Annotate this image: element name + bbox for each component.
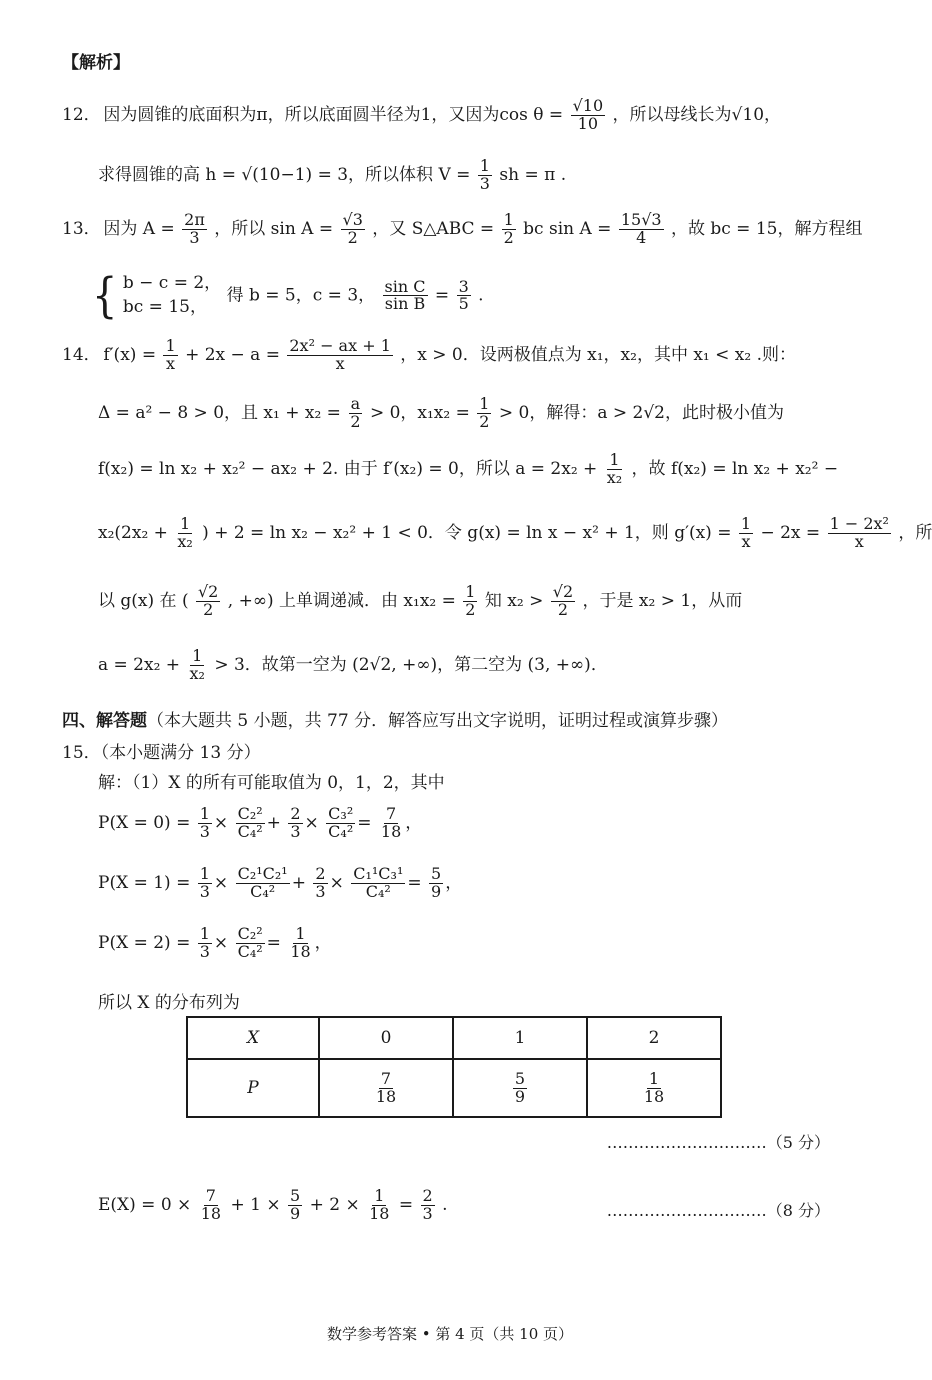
fraction: $\frac{1}{x}$	[740, 514, 752, 551]
fraction: $\frac{2}{3}$	[422, 1186, 433, 1223]
fraction: $\frac{1}{3}$	[199, 804, 210, 841]
fraction: $\frac{2}{3}$	[290, 804, 301, 841]
section-label: 【解析】	[62, 53, 130, 73]
fraction: $\frac{\text{C₂²}}{\text{C₄²}}$	[237, 924, 263, 961]
p-x-2: P(X = 2) = $\frac{1}{3}$ × $\frac{\text{C₂²}}{\text{C₄²}}$ = $\frac{1}{18}$ ，	[98, 924, 332, 961]
q14-line5: 以 g(x) 在 ( $\frac{√2}{2}$ , +∞) 上单调递减．由 x₁x₂ = $\frac{1}{2}$ 知 x₂ > $\frac{√2}{2}$ ，于是 x₂ > 1，从而	[98, 582, 743, 619]
fraction: $\frac{√3}{2}$	[342, 210, 363, 247]
q12-line2: 求得圆锥的高 h = √(10−1) = 3，所以体积 V = $\frac{1}{3}$ sh = π .	[98, 156, 567, 193]
fraction: $\frac{15√3}{4}$	[620, 210, 662, 247]
fraction: $\frac{\text{1 − 2x²}}{x}$	[829, 514, 889, 551]
p-x-1: P(X = 1) = $\frac{1}{3}$ × $\frac{\text{C₂¹C₂¹}}{\text{C₄²}}$ + $\frac{2}{3}$ × $\frac{\text{C₁¹C₃¹}}{\text{C₄²}}$ = $\frac{5}{9}$ ，	[98, 864, 463, 901]
fraction: $\frac{1}{\text{x₂}}$	[189, 646, 205, 683]
table-cell: 1	[453, 1017, 587, 1059]
table-cell: P	[187, 1059, 319, 1117]
fraction: $\frac{2}{3}$	[315, 864, 326, 901]
fraction: $\frac{1}{2}$	[503, 210, 514, 247]
q14-line2: Δ = a² − 8 > 0，且 x₁ + x₂ = $\frac{a}{2}$ > 0，x₁x₂ = $\frac{1}{2}$ > 0，解得：a > 2√2，此时极小值为	[98, 394, 784, 431]
fraction: $\frac{\text{sin C}}{\text{sin B}}$	[384, 276, 426, 314]
score-marker-5: …………………………（5 分）	[606, 1133, 830, 1152]
fraction: $\frac{1}{x}$	[165, 336, 176, 373]
fraction: $\frac{\text{2x² − ax + 1}}{x}$	[289, 336, 391, 373]
fraction: $\frac{5}{9}$	[290, 1186, 301, 1223]
table-cell: 0	[319, 1017, 453, 1059]
fraction: $\frac{2\pi}{3}$	[184, 210, 205, 247]
q13-line1: 13． 因为 A = $\frac{2\pi}{3}$ ，所以 sin A = $\frac{√3}{2}$ ，又 S△ABC = $\frac{1}{2}$ bc sin A = $\frac{15√3}{4}$ ，故 bc = 15，解方程组	[62, 210, 863, 247]
q13-line2: { b − c = 2， bc = 15， 得 b = 5，c = 3， $\frac{\text{sin C}}{\text{sin B}}$ = $\frac{3}{5}$ .	[92, 268, 484, 324]
score-marker-8: …………………………（8 分）	[606, 1201, 830, 1220]
q14-line3: f(x₂) = ln x₂ + x₂² − ax₂ + 2. 由于 f′(x₂) = 0，所以 a = 2x₂ + $\frac{1}{\text{x₂}}$ ，故 f(x₂) = ln x₂ + x₂² −	[98, 450, 839, 487]
distribution-table	[186, 1016, 722, 1118]
fraction: $\frac{3}{5}$	[458, 276, 469, 314]
table-cell: $\frac{7}{18}$	[319, 1059, 453, 1117]
page-footer: 数学参考答案 • 第 4 页（共 10 页）	[326, 1325, 574, 1343]
fraction: $\frac{√2}{2}$	[552, 582, 574, 619]
q15-solution-intro: 解：（1）X 的所有可能取值为 0，1，2，其中	[98, 773, 445, 793]
left-brace-icon: {	[92, 268, 118, 324]
fraction: $\frac{7}{18}$	[380, 804, 402, 841]
q14-number: 14．	[62, 344, 101, 365]
q13-number: 13．	[62, 218, 101, 239]
q14-line1: 14． f′(x) = $\frac{1}{x}$ + 2x − a = $\frac{\text{2x² − ax + 1}}{x}$ ，x > 0．设两极值点为 x₁，x₂，其中 x₁ < x₂ .则：	[62, 336, 797, 373]
fraction: $\frac{1}{3}$	[479, 156, 490, 193]
fraction: $\frac{5}{9}$	[431, 864, 442, 901]
q12-line1: 12． 因为圆锥的底面积为π，所以底面圆半径为1，又因为cos θ = $\frac{√10}{10}$ ，所以母线长为√10，	[62, 96, 782, 133]
q14-line6: a = 2x₂ + $\frac{1}{\text{x₂}}$ > 3．故第一空为 (2√2, +∞)，第二空为 (3, +∞)．	[98, 646, 608, 683]
q14-line4: x₂(2x₂ + $\frac{1}{\text{x₂}}$ ) + 2 = ln x₂ − x₂² + 1 < 0．令 g(x) = ln x − x² + 1，则 g′(x) = $\frac{1}{x}$ − 2x = $\frac{\text{1 − 2x²}}{x}$ ，所	[98, 514, 932, 551]
table-cell: 2	[587, 1017, 721, 1059]
table-row	[187, 1059, 721, 1117]
fraction: $\frac{1}{\text{x₂}}$	[177, 514, 193, 551]
fraction: $\frac{√10}{10}$	[572, 96, 604, 133]
fraction: $\frac{1}{2}$	[465, 582, 476, 619]
fraction: $\frac{1}{3}$	[199, 924, 210, 961]
fraction: $\frac{1}{2}$	[479, 394, 490, 431]
q15-heading: 15．（本小题满分 13 分）	[62, 743, 261, 763]
table-row	[187, 1017, 721, 1059]
table-cell: X	[187, 1017, 319, 1059]
distribution-intro: 所以 X 的分布列为	[98, 993, 240, 1013]
fraction: $\frac{a}{2}$	[350, 394, 361, 431]
q12-number: 12．	[62, 104, 101, 125]
fraction: $\frac{1}{\text{x₂}}$	[606, 450, 623, 487]
p-x-0: P(X = 0) = $\frac{1}{3}$ × $\frac{\text{C₂²}}{\text{C₄²}}$ + $\frac{2}{3}$ × $\frac{\text{C₃²}}{\text{C₄²}}$ = $\frac{7}{18}$ ，	[98, 804, 423, 841]
fraction: $\frac{7}{18}$	[200, 1186, 222, 1223]
fraction: $\frac{\text{C₂¹C₂¹}}{\text{C₄²}}$	[237, 864, 288, 901]
fraction: $\frac{√2}{2}$	[197, 582, 219, 619]
table-cell: $\frac{5}{9}$	[453, 1059, 587, 1117]
expectation: E(X) = 0 × $\frac{7}{18}$ + 1 × $\frac{5}{9}$ + 2 × $\frac{1}{18}$ = $\frac{2}{3}$ .	[98, 1186, 448, 1223]
fraction: $\frac{\text{C₂²}}{\text{C₄²}}$	[237, 804, 263, 841]
fraction: $\frac{1}{18}$	[290, 924, 311, 961]
fraction: $\frac{\text{C₃²}}{\text{C₄²}}$	[328, 804, 354, 841]
fraction: $\frac{1}{18}$	[369, 1186, 390, 1223]
section-4-heading: 四、解答题（本大题共 5 小题，共 77 分．解答应写出文字说明，证明过程或演算步骤）	[62, 711, 729, 731]
fraction: $\frac{\text{C₁¹C₃¹}}{\text{C₄²}}$	[353, 864, 404, 901]
fraction: $\frac{1}{3}$	[199, 864, 210, 901]
equation-system: b − c = 2， bc = 15，	[122, 273, 222, 317]
table-cell: $\frac{1}{18}$	[587, 1059, 721, 1117]
